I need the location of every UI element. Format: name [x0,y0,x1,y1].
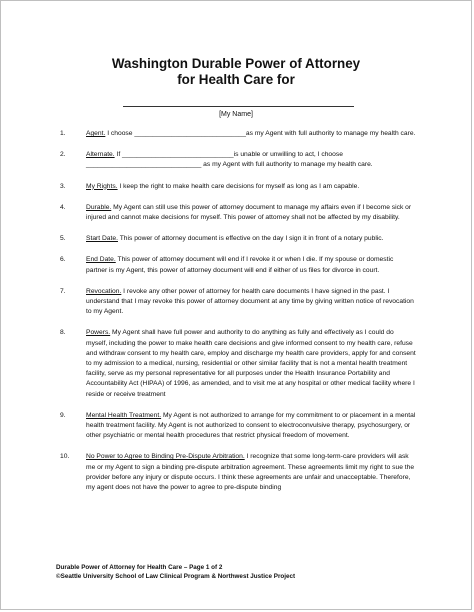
clause-agent [1,129,471,139]
clause-text: This power of attorney document will end if I revoke it or when I die. If my spouse or domestic partner is my Agent, this power of attorney document will end if either of us files for divorce in court. [86,256,394,274]
clause-number: 4. [60,203,66,211]
clause-alternate [1,150,471,170]
name-signature-line [123,106,354,107]
clause-body [86,328,416,399]
clause-body [86,203,416,223]
clause-body [86,129,416,139]
clause-heading: Durable. [86,203,112,211]
clause-number: 1. [60,130,66,137]
page-footer [56,564,295,581]
clause-number: 7. [60,287,66,295]
clause-text: I choose ______________________________as my Agent with full authority to manage my health care. [105,130,416,137]
clause-heading: Alternate. [86,151,115,159]
clause-heading: End Date. [86,256,116,264]
clause-text: I revoke any other power of attorney for health care documents I have signed in the past. I understand that I may revoke this power of attorney document at any time by giving written notice of revocation to my Agent. [86,287,414,316]
footer-copyright: ©Seattle University School of Law Clinical Program & Northwest Justice Project [56,572,296,580]
clause-text: I recognize that some long-term-care providers will ask me or my Agent to sign a binding pre-dispute arbitration agreement. These agreements limit my right to sue the provider before any injury or dispute occurs. I think these agreements are unfair and unacceptable. Therefore, my agent does not have the power to agree to pre-dispute binding [86,453,415,492]
name-label: [My Name] [219,111,253,118]
clause-body [86,234,416,244]
clause-body [86,411,416,442]
clause-text: My Agent shall have full power and authority to do anything as fully and effectively as I could do myself, including the power to make health care decisions and give informed consent to my health care, refuse and withdraw consent to my health care, employ and discharge my health care providers, apply for and consent to my admission to a medical, nursing, residential or other similar facility that is not a mental health treatment facility, serve as my personal representative for all purposes under the Health Insurance Portability and Accountability Act (HIPAA) of 1996, as amended, and to visit me at any hospital or other medical facility where I reside or receive treatment [86,329,416,398]
clause-heading: Mental Health Treatment. [86,411,162,419]
clause-revocation [1,287,471,318]
title-line-2: for Health Care for [177,72,295,87]
clause-text: My Agent can still use this power of attorney document to manage my affairs even if I become sick or injured and cannot make decisions for myself. This power of attorney shall not be affected by my disability. [86,203,412,222]
clause-number: 10. [60,453,70,461]
clause-number: 8. [60,329,66,337]
clause-heading: Start Date. [86,235,118,243]
clause-text: This power of attorney document is effective on the day I sign it in front of a notary public. [117,235,384,243]
clause-heading: Powers. [86,329,111,337]
clause-text: I keep the right to make health care decisions for myself as long as I am capable. [117,182,360,190]
clause-mental-health-treatment [1,411,471,442]
clause-durable [1,203,471,223]
clause-body [86,150,416,170]
clause-number: 9. [60,411,66,419]
footer-page-info: Durable Power of Attorney for Health Care – Page 1 of 2 [56,564,223,571]
clause-heading: My Rights. [86,182,118,190]
clause-my-rights [1,182,471,192]
clause-end-date [1,255,471,275]
clause-powers [1,328,471,399]
clause-number: 5. [60,235,66,243]
clause-heading: Revocation. [86,287,122,295]
clause-body [86,255,416,275]
clause-body [86,182,416,192]
clause-number: 2. [60,151,66,159]
document-title [1,56,471,88]
clause-list [1,129,471,504]
clause-text: If ______________________________is unable or unwilling to act, I choose _______________________________ as my Agent with full authority to manage my health care. [86,151,373,169]
clause-number: 6. [60,256,66,264]
clause-body [86,452,416,493]
clause-arbitration [1,452,471,493]
clause-text: My Agent is not authorized to arrange for my commitment to or placement in a mental health treatment facility. My Agent is not authorized to consent to electroconvulsive therapy, psychosurgery, or other psychiatric or mental health procedures that restrict physical freedom of movement. [86,411,416,440]
clause-body [86,287,416,318]
title-line-1: Washington Durable Power of Attorney [111,56,361,71]
clause-heading: No Power to Agree to Binding Pre-Dispute Arbitration. [86,453,245,461]
clause-number: 3. [60,182,66,190]
clause-start-date [1,234,471,244]
clause-heading: Agent. [86,130,106,137]
